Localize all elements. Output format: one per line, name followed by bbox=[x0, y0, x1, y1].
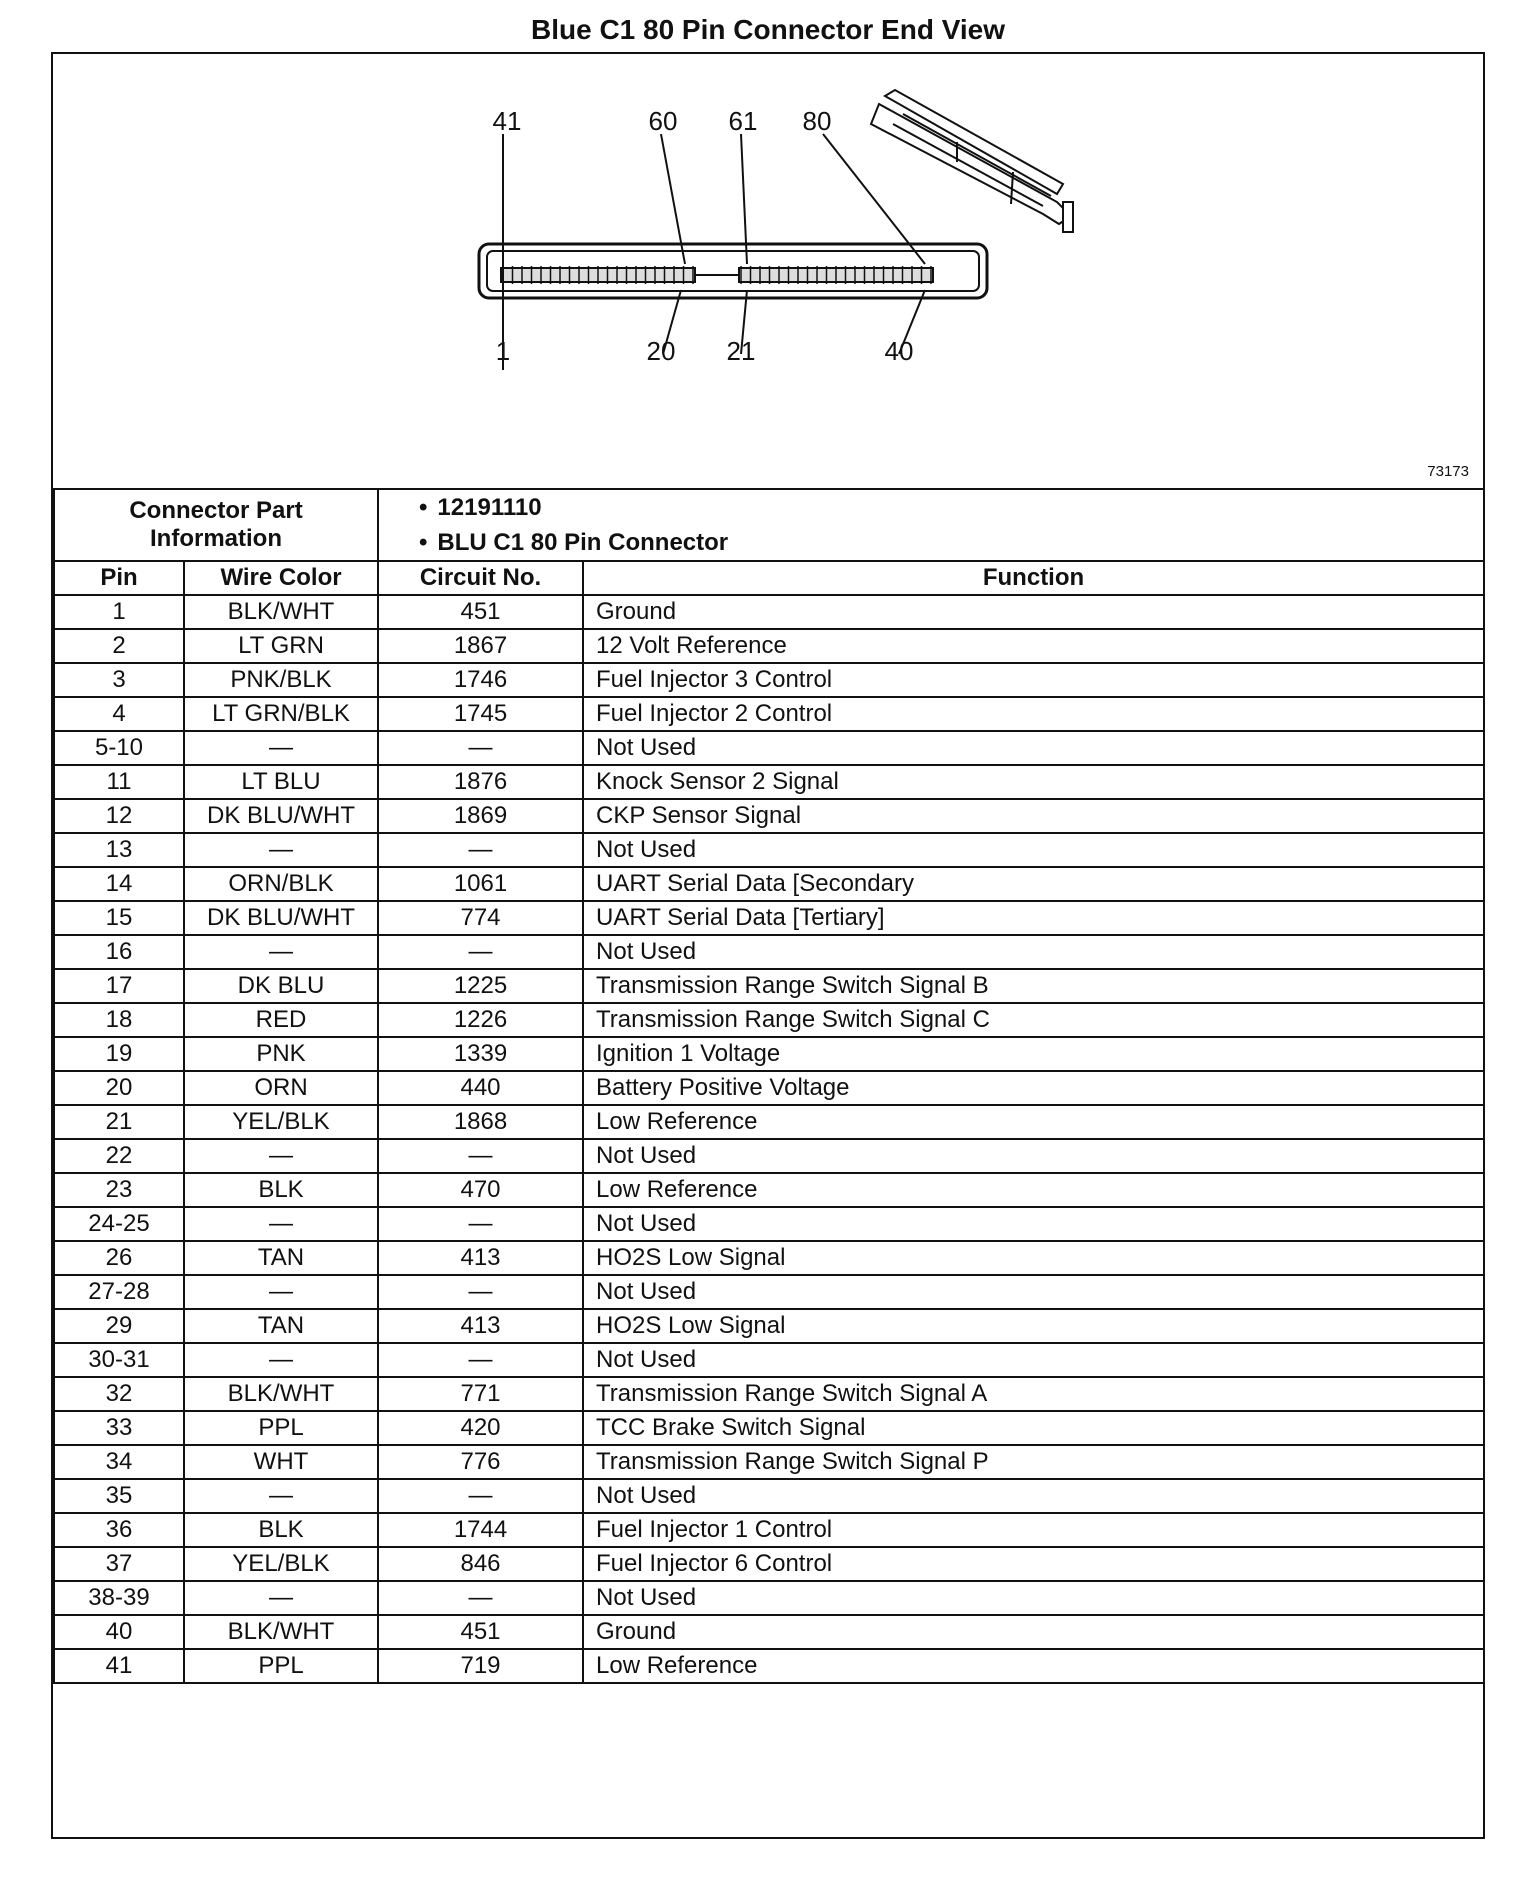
pin-label-61: 61 bbox=[728, 106, 758, 136]
table-row bbox=[54, 1105, 1484, 1139]
circuit-cell: 1746 bbox=[378, 663, 583, 697]
table-row bbox=[54, 1513, 1484, 1547]
table-row bbox=[54, 1275, 1484, 1309]
circuit-cell: 440 bbox=[378, 1071, 583, 1105]
circuit-cell: — bbox=[378, 1581, 583, 1615]
table-row bbox=[54, 629, 1484, 663]
wire-color-cell: — bbox=[184, 833, 378, 867]
pin-cell: 4 bbox=[54, 697, 184, 731]
pin-cell: 34 bbox=[54, 1445, 184, 1479]
table-row bbox=[54, 1581, 1484, 1615]
function-cell: 12 Volt Reference bbox=[583, 629, 1484, 663]
pin-cell: 36 bbox=[54, 1513, 184, 1547]
wire-color-cell: ORN bbox=[184, 1071, 378, 1105]
connector-info-values bbox=[378, 489, 1484, 561]
part-number: • 12191110 bbox=[419, 490, 1473, 525]
circuit-cell: 451 bbox=[378, 1615, 583, 1649]
pin-cell: 22 bbox=[54, 1139, 184, 1173]
circuit-cell: 420 bbox=[378, 1411, 583, 1445]
function-cell: Ignition 1 Voltage bbox=[583, 1037, 1484, 1071]
circuit-cell: 846 bbox=[378, 1547, 583, 1581]
pin-label-41: 41 bbox=[492, 106, 522, 136]
pin-cell: 27-28 bbox=[54, 1275, 184, 1309]
table-row bbox=[54, 731, 1484, 765]
table-row bbox=[54, 867, 1484, 901]
wire-color-cell: DK BLU/WHT bbox=[184, 799, 378, 833]
table-row bbox=[54, 1139, 1484, 1173]
pin-cell: 40 bbox=[54, 1615, 184, 1649]
wire-color-cell: PPL bbox=[184, 1649, 378, 1683]
pin-cell: 35 bbox=[54, 1479, 184, 1513]
circuit-cell: 719 bbox=[378, 1649, 583, 1683]
circuit-cell: — bbox=[378, 935, 583, 969]
function-cell: Not Used bbox=[583, 1275, 1484, 1309]
function-cell: Fuel Injector 6 Control bbox=[583, 1547, 1484, 1581]
wire-color-cell: DK BLU bbox=[184, 969, 378, 1003]
connector-description: • BLU C1 80 Pin Connector bbox=[419, 525, 1473, 560]
connector-end-view-drawing bbox=[53, 54, 1483, 488]
pin-label-40: 40 bbox=[884, 336, 914, 366]
table-row bbox=[54, 1411, 1484, 1445]
pin-cell: 30-31 bbox=[54, 1343, 184, 1377]
table-row bbox=[54, 969, 1484, 1003]
pin-cell: 2 bbox=[54, 629, 184, 663]
pin-cell: 23 bbox=[54, 1173, 184, 1207]
pin-label-20: 20 bbox=[646, 336, 676, 366]
pin-cell: 19 bbox=[54, 1037, 184, 1071]
pin-cell: 33 bbox=[54, 1411, 184, 1445]
table-row bbox=[54, 1173, 1484, 1207]
function-cell: Transmission Range Switch Signal C bbox=[583, 1003, 1484, 1037]
table-row bbox=[54, 1037, 1484, 1071]
function-cell: Fuel Injector 1 Control bbox=[583, 1513, 1484, 1547]
connector-side-view bbox=[871, 90, 1073, 232]
function-cell: Ground bbox=[583, 595, 1484, 629]
table-row bbox=[54, 765, 1484, 799]
wire-color-cell: LT BLU bbox=[184, 765, 378, 799]
circuit-cell: — bbox=[378, 833, 583, 867]
function-cell: Transmission Range Switch Signal A bbox=[583, 1377, 1484, 1411]
wire-color-cell: LT GRN bbox=[184, 629, 378, 663]
pin-cell: 13 bbox=[54, 833, 184, 867]
function-cell: HO2S Low Signal bbox=[583, 1241, 1484, 1275]
function-cell: Ground bbox=[583, 1615, 1484, 1649]
wire-color-cell: LT GRN/BLK bbox=[184, 697, 378, 731]
pin-cell: 5-10 bbox=[54, 731, 184, 765]
table-row bbox=[54, 1649, 1484, 1683]
table-row bbox=[54, 1071, 1484, 1105]
function-cell: HO2S Low Signal bbox=[583, 1309, 1484, 1343]
function-cell: Fuel Injector 3 Control bbox=[583, 663, 1484, 697]
figure-number: 73173 bbox=[1427, 463, 1469, 480]
wire-color-cell: — bbox=[184, 731, 378, 765]
function-cell: Low Reference bbox=[583, 1649, 1484, 1683]
pin-cell: 26 bbox=[54, 1241, 184, 1275]
pin-label-60: 60 bbox=[648, 106, 678, 136]
header-pin: Pin bbox=[54, 561, 184, 595]
pin-label-1: 1 bbox=[495, 336, 511, 366]
pin-cell: 21 bbox=[54, 1105, 184, 1139]
connector-body bbox=[479, 244, 987, 298]
connector-info-label: Connector Part Information bbox=[54, 489, 378, 561]
table-row bbox=[54, 663, 1484, 697]
function-cell: Not Used bbox=[583, 935, 1484, 969]
table-row bbox=[54, 1003, 1484, 1037]
table-row bbox=[54, 1377, 1484, 1411]
wire-color-cell: ORN/BLK bbox=[184, 867, 378, 901]
pin-cell: 32 bbox=[54, 1377, 184, 1411]
function-cell: Not Used bbox=[583, 731, 1484, 765]
function-cell: Low Reference bbox=[583, 1173, 1484, 1207]
connector-frame bbox=[51, 52, 1485, 1839]
wire-color-cell: BLK bbox=[184, 1513, 378, 1547]
table-row bbox=[54, 833, 1484, 867]
function-cell: Not Used bbox=[583, 1479, 1484, 1513]
wire-color-cell: WHT bbox=[184, 1445, 378, 1479]
circuit-cell: — bbox=[378, 1479, 583, 1513]
wire-color-cell: — bbox=[184, 1275, 378, 1309]
function-cell: Transmission Range Switch Signal B bbox=[583, 969, 1484, 1003]
wire-color-cell: RED bbox=[184, 1003, 378, 1037]
wire-color-cell: BLK/WHT bbox=[184, 1377, 378, 1411]
pin-cell: 20 bbox=[54, 1071, 184, 1105]
connector-info-row bbox=[54, 489, 1484, 561]
table-row bbox=[54, 1479, 1484, 1513]
pin-cell: 38-39 bbox=[54, 1581, 184, 1615]
table-row bbox=[54, 935, 1484, 969]
circuit-cell: 1226 bbox=[378, 1003, 583, 1037]
circuit-cell: 470 bbox=[378, 1173, 583, 1207]
table-row bbox=[54, 901, 1484, 935]
table-row bbox=[54, 1309, 1484, 1343]
wire-color-cell: — bbox=[184, 1343, 378, 1377]
pin-label-21: 21 bbox=[726, 336, 756, 366]
function-cell: UART Serial Data [Secondary bbox=[583, 867, 1484, 901]
wire-color-cell: — bbox=[184, 1479, 378, 1513]
circuit-cell: 1868 bbox=[378, 1105, 583, 1139]
circuit-cell: — bbox=[378, 1207, 583, 1241]
circuit-cell: 1745 bbox=[378, 697, 583, 731]
wire-color-cell: YEL/BLK bbox=[184, 1547, 378, 1581]
wire-color-cell: YEL/BLK bbox=[184, 1105, 378, 1139]
circuit-cell: 413 bbox=[378, 1309, 583, 1343]
table-row bbox=[54, 1445, 1484, 1479]
circuit-cell: 1061 bbox=[378, 867, 583, 901]
pin-cell: 14 bbox=[54, 867, 184, 901]
pin-cell: 18 bbox=[54, 1003, 184, 1037]
wire-color-cell: TAN bbox=[184, 1309, 378, 1343]
function-cell: TCC Brake Switch Signal bbox=[583, 1411, 1484, 1445]
header-function: Function bbox=[583, 561, 1484, 595]
pin-cell: 12 bbox=[54, 799, 184, 833]
pin-cell: 11 bbox=[54, 765, 184, 799]
function-cell: Low Reference bbox=[583, 1105, 1484, 1139]
pin-cell: 24-25 bbox=[54, 1207, 184, 1241]
circuit-cell: 413 bbox=[378, 1241, 583, 1275]
wire-color-cell: — bbox=[184, 935, 378, 969]
wire-color-cell: — bbox=[184, 1139, 378, 1173]
circuit-cell: 1339 bbox=[378, 1037, 583, 1071]
circuit-cell: 1225 bbox=[378, 969, 583, 1003]
function-cell: Not Used bbox=[583, 833, 1484, 867]
pin-cell: 15 bbox=[54, 901, 184, 935]
function-cell: Transmission Range Switch Signal P bbox=[583, 1445, 1484, 1479]
circuit-cell: 1869 bbox=[378, 799, 583, 833]
pin-cell: 16 bbox=[54, 935, 184, 969]
table-row bbox=[54, 1343, 1484, 1377]
function-cell: Not Used bbox=[583, 1581, 1484, 1615]
table-row bbox=[54, 1615, 1484, 1649]
circuit-cell: — bbox=[378, 1343, 583, 1377]
wire-color-cell: BLK/WHT bbox=[184, 1615, 378, 1649]
circuit-cell: 776 bbox=[378, 1445, 583, 1479]
wire-color-cell: PPL bbox=[184, 1411, 378, 1445]
wire-color-cell: BLK bbox=[184, 1173, 378, 1207]
table-row bbox=[54, 1547, 1484, 1581]
function-cell: Not Used bbox=[583, 1207, 1484, 1241]
table-row bbox=[54, 1241, 1484, 1275]
function-cell: UART Serial Data [Tertiary] bbox=[583, 901, 1484, 935]
wire-color-cell: — bbox=[184, 1581, 378, 1615]
wire-color-cell: PNK bbox=[184, 1037, 378, 1071]
table-row bbox=[54, 697, 1484, 731]
function-cell: Fuel Injector 2 Control bbox=[583, 697, 1484, 731]
connector-diagram bbox=[53, 54, 1483, 488]
circuit-cell: 774 bbox=[378, 901, 583, 935]
function-cell: CKP Sensor Signal bbox=[583, 799, 1484, 833]
pin-cell: 3 bbox=[54, 663, 184, 697]
function-cell: Battery Positive Voltage bbox=[583, 1071, 1484, 1105]
circuit-cell: 1867 bbox=[378, 629, 583, 663]
page-title: Blue C1 80 Pin Connector End View bbox=[530, 14, 1006, 45]
table-row bbox=[54, 595, 1484, 629]
pin-cell: 29 bbox=[54, 1309, 184, 1343]
circuit-cell: 451 bbox=[378, 595, 583, 629]
header-wire-color: Wire Color bbox=[184, 561, 378, 595]
circuit-cell: — bbox=[378, 1139, 583, 1173]
pin-cell: 37 bbox=[54, 1547, 184, 1581]
wire-color-cell: TAN bbox=[184, 1241, 378, 1275]
circuit-cell: — bbox=[378, 1275, 583, 1309]
pin-cell: 1 bbox=[54, 595, 184, 629]
table-row bbox=[54, 1207, 1484, 1241]
wire-color-cell: BLK/WHT bbox=[184, 595, 378, 629]
pin-label-80: 80 bbox=[802, 106, 832, 136]
circuit-cell: 1744 bbox=[378, 1513, 583, 1547]
wire-color-cell: PNK/BLK bbox=[184, 663, 378, 697]
table-header-row bbox=[54, 561, 1484, 595]
pin-cell: 17 bbox=[54, 969, 184, 1003]
circuit-cell: 1876 bbox=[378, 765, 583, 799]
circuit-cell: — bbox=[378, 731, 583, 765]
function-cell: Not Used bbox=[583, 1139, 1484, 1173]
function-cell: Not Used bbox=[583, 1343, 1484, 1377]
table-row bbox=[54, 799, 1484, 833]
function-cell: Knock Sensor 2 Signal bbox=[583, 765, 1484, 799]
circuit-cell: 771 bbox=[378, 1377, 583, 1411]
pin-cell: 41 bbox=[54, 1649, 184, 1683]
pinout-table bbox=[53, 488, 1485, 1684]
header-circuit: Circuit No. bbox=[378, 561, 583, 595]
wire-color-cell: DK BLU/WHT bbox=[184, 901, 378, 935]
wire-color-cell: — bbox=[184, 1207, 378, 1241]
